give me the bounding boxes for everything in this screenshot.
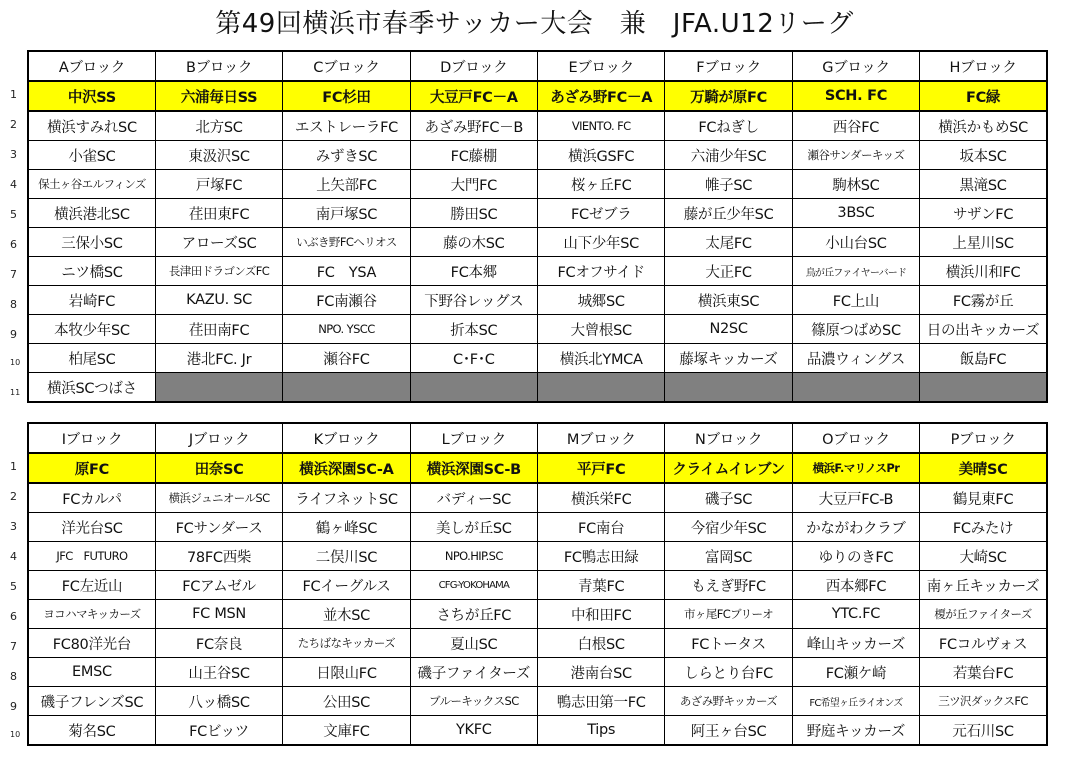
team-cell: FC MSN (155, 600, 282, 629)
team-cell: 横浜SCつばさ (28, 373, 155, 403)
team-cell: FC80洋光台 (28, 629, 155, 658)
team-cell: 長津田ドラゴンズFC (155, 257, 282, 286)
team-cell: FC左近山 (28, 571, 155, 600)
team-cell: 原FC (28, 453, 155, 483)
row-number: 2 (10, 490, 17, 503)
team-row (28, 513, 1047, 542)
block-header: Fブロック (665, 51, 792, 81)
team-cell: 横浜東SC (665, 286, 792, 315)
team-cell: 横浜深園SC-B (410, 453, 537, 483)
team-cell: 西谷FC (792, 111, 919, 141)
team-cell: 白根SC (538, 629, 665, 658)
team-cell: 夏山SC (410, 629, 537, 658)
block-header-row (28, 51, 1047, 81)
team-cell: 横浜深園SC-A (283, 453, 410, 483)
team-cell: 富岡SC (665, 542, 792, 571)
seed-team-row (28, 453, 1047, 483)
team-cell: 磯子ファイターズ (410, 658, 537, 687)
team-cell: 阿王ヶ台SC (665, 716, 792, 746)
team-cell: あざみ野FC－B (410, 111, 537, 141)
block-header: Bブロック (155, 51, 282, 81)
team-cell: 公田SC (283, 687, 410, 716)
team-row (28, 141, 1047, 170)
team-cell: 鶴見東FC (920, 483, 1047, 513)
team-cell: FC藤棚 (410, 141, 537, 170)
team-cell: 保土ヶ谷エルフィンズ (28, 170, 155, 199)
empty-cell (792, 373, 919, 403)
team-cell: 六浦少年SC (665, 141, 792, 170)
team-cell: 下野谷レッグス (410, 286, 537, 315)
team-cell: FC南台 (538, 513, 665, 542)
team-cell: EMSC (28, 658, 155, 687)
team-cell: FCアムゼル (155, 571, 282, 600)
team-cell: 本牧少年SC (28, 315, 155, 344)
team-cell: 瀬谷サンダーキッズ (792, 141, 919, 170)
row-number: 1 (10, 460, 17, 473)
team-cell: 藤が丘少年SC (665, 199, 792, 228)
empty-cell (283, 373, 410, 403)
team-cell: 帷子SC (665, 170, 792, 199)
team-cell: ニツ橋SC (28, 257, 155, 286)
team-cell: FCカルパ (28, 483, 155, 513)
team-cell: 横浜F.マリノスPr (792, 453, 919, 483)
team-cell: 大豆戸FC－A (410, 81, 537, 111)
team-row (28, 542, 1047, 571)
team-cell: ライフネットSC (283, 483, 410, 513)
team-cell: 鳥が丘ファイヤーバード (792, 257, 919, 286)
team-cell: 平戸FC (538, 453, 665, 483)
team-cell: 文庫FC (283, 716, 410, 746)
team-cell: FC鴨志田緑 (538, 542, 665, 571)
team-cell: 南ヶ丘キッカーズ (920, 571, 1047, 600)
team-cell: 横浜川和FC (920, 257, 1047, 286)
team-cell: 野庭キッカーズ (792, 716, 919, 746)
team-row (28, 199, 1047, 228)
team-cell: みずきSC (283, 141, 410, 170)
block-header: Cブロック (283, 51, 410, 81)
block-header: Gブロック (792, 51, 919, 81)
team-row (28, 228, 1047, 257)
team-cell: 小雀SC (28, 141, 155, 170)
empty-cell (665, 373, 792, 403)
team-cell: C･F･C (410, 344, 537, 373)
team-cell: あざみ野キッカーズ (665, 687, 792, 716)
team-row (28, 629, 1047, 658)
team-cell: 坂本SC (920, 141, 1047, 170)
team-cell: 南戸塚SC (283, 199, 410, 228)
block-header: Iブロック (28, 423, 155, 453)
team-cell: NPO. YSCC (283, 315, 410, 344)
team-cell: FCコルヴォス (920, 629, 1047, 658)
team-cell: クライムイレブン (665, 453, 792, 483)
team-cell: ヨコハマキッカーズ (28, 600, 155, 629)
block-header: Eブロック (538, 51, 665, 81)
team-cell: 駒林SC (792, 170, 919, 199)
team-cell: NPO.HIP.SC (410, 542, 537, 571)
team-cell: 日の出キッカーズ (920, 315, 1047, 344)
team-cell: 北方SC (155, 111, 282, 141)
block-header: Pブロック (920, 423, 1047, 453)
row-number: 3 (10, 520, 17, 533)
row-number: 3 (10, 148, 17, 161)
row-number: 1 (10, 88, 17, 101)
team-cell: 三保小SC (28, 228, 155, 257)
team-cell: FC奈良 (155, 629, 282, 658)
team-cell: 品濃ウィングス (792, 344, 919, 373)
team-cell: 美晴SC (920, 453, 1047, 483)
team-cell: 榎が丘ファイターズ (920, 600, 1047, 629)
team-cell: しらとり台FC (665, 658, 792, 687)
team-cell: 鴨志田第一FC (538, 687, 665, 716)
team-cell: 鶴ヶ峰SC (283, 513, 410, 542)
block-header: Oブロック (792, 423, 919, 453)
team-cell: FCねぎし (665, 111, 792, 141)
team-cell: YTC.FC (792, 600, 919, 629)
team-cell: 上矢部FC (283, 170, 410, 199)
team-row (28, 600, 1047, 629)
team-cell: いぶき野FCヘリオス (283, 228, 410, 257)
team-cell: 藤の木SC (410, 228, 537, 257)
team-cell: 菊名SC (28, 716, 155, 746)
team-row (28, 658, 1047, 687)
team-cell: VIENTO. FC (538, 111, 665, 141)
team-cell: 岩崎FC (28, 286, 155, 315)
team-cell: Tips (538, 716, 665, 746)
team-cell: 荏田東FC (155, 199, 282, 228)
row-number: 5 (10, 580, 17, 593)
team-cell: 荏田南FC (155, 315, 282, 344)
team-row (28, 716, 1047, 746)
team-cell: 瀬谷FC (283, 344, 410, 373)
team-cell: 港南台SC (538, 658, 665, 687)
team-cell: サザンFC (920, 199, 1047, 228)
team-cell: 大正FC (665, 257, 792, 286)
team-cell: 黒滝SC (920, 170, 1047, 199)
team-cell: YKFC (410, 716, 537, 746)
team-cell: JFC FUTURO (28, 542, 155, 571)
team-cell: FC緑 (920, 81, 1047, 111)
team-cell: FC希望ヶ丘ライオンズ (792, 687, 919, 716)
row-number: 7 (10, 268, 17, 281)
block-header: Dブロック (410, 51, 537, 81)
team-cell: 飯島FC (920, 344, 1047, 373)
team-cell: 大崎SC (920, 542, 1047, 571)
team-cell: FCサンダース (155, 513, 282, 542)
row-number: 2 (10, 118, 17, 131)
team-cell: 元石川SC (920, 716, 1047, 746)
team-cell: 美しが丘SC (410, 513, 537, 542)
team-row (28, 257, 1047, 286)
team-cell: 八ッ橋SC (155, 687, 282, 716)
league-table-2 (27, 422, 1048, 746)
team-cell: ブルーキックスSC (410, 687, 537, 716)
team-cell: FC本郷 (410, 257, 537, 286)
team-cell: 港北FC. Jr (155, 344, 282, 373)
team-cell: 篠原つばめSC (792, 315, 919, 344)
team-cell: 78FC西柴 (155, 542, 282, 571)
team-cell: 横浜すみれSC (28, 111, 155, 141)
team-cell: 中沢SS (28, 81, 155, 111)
team-cell: 大曾根SC (538, 315, 665, 344)
team-cell: 3BSC (792, 199, 919, 228)
team-row (28, 111, 1047, 141)
row-number: 10 (10, 730, 21, 739)
row-number: 10 (10, 358, 21, 367)
team-cell: 並木SC (283, 600, 410, 629)
row-number: 6 (10, 238, 17, 251)
row-number: 6 (10, 610, 17, 623)
team-cell: さちが丘FC (410, 600, 537, 629)
team-cell: 大門FC (410, 170, 537, 199)
team-cell: FC瀬ケ崎 (792, 658, 919, 687)
team-cell: FCオフサイド (538, 257, 665, 286)
team-row (28, 344, 1047, 373)
block-header-row (28, 423, 1047, 453)
team-cell: かながわクラブ (792, 513, 919, 542)
team-cell: FCトータス (665, 629, 792, 658)
team-cell: 太尾FC (665, 228, 792, 257)
team-cell: 桜ヶ丘FC (538, 170, 665, 199)
team-cell: 若葉台FC (920, 658, 1047, 687)
page-title: 第49回横浜市春季サッカー大会 兼 JFA.U12リーグ (215, 9, 854, 39)
team-cell: 折本SC (410, 315, 537, 344)
team-cell: 横浜かもめSC (920, 111, 1047, 141)
team-cell: 二俣川SC (283, 542, 410, 571)
block-header: Mブロック (538, 423, 665, 453)
team-cell: 日限山FC (283, 658, 410, 687)
team-cell: 勝田SC (410, 199, 537, 228)
team-row (28, 373, 1047, 403)
block-header: Aブロック (28, 51, 155, 81)
team-cell: KAZU. SC (155, 286, 282, 315)
row-number: 11 (10, 388, 21, 397)
team-cell: 青葉FC (538, 571, 665, 600)
team-cell: 峰山キッカーズ (792, 629, 919, 658)
row-number: 4 (10, 178, 17, 191)
team-cell: 山王谷SC (155, 658, 282, 687)
team-cell: ゆりのきFC (792, 542, 919, 571)
team-row (28, 286, 1047, 315)
row-number: 7 (10, 640, 17, 653)
team-cell: 今宿少年SC (665, 513, 792, 542)
team-cell: 横浜GSFC (538, 141, 665, 170)
team-cell: 大豆戸FC-B (792, 483, 919, 513)
team-cell: FC南瀬谷 (283, 286, 410, 315)
row-number: 8 (10, 298, 17, 311)
team-cell: 三ツ沢ダックスFC (920, 687, 1047, 716)
team-cell: 中和田FC (538, 600, 665, 629)
team-cell: CFG-YOKOHAMA (410, 571, 537, 600)
empty-cell (538, 373, 665, 403)
team-cell: FC YSA (283, 257, 410, 286)
team-row (28, 687, 1047, 716)
team-cell: 横浜栄FC (538, 483, 665, 513)
team-cell: 戸塚FC (155, 170, 282, 199)
block-header: Nブロック (665, 423, 792, 453)
seed-team-row (28, 81, 1047, 111)
team-cell: FC上山 (792, 286, 919, 315)
empty-cell (410, 373, 537, 403)
team-cell: 市ヶ尾FCブリーオ (665, 600, 792, 629)
row-number: 9 (10, 328, 17, 341)
team-cell: SCH. FC (792, 81, 919, 111)
team-cell: たちばなキッカーズ (283, 629, 410, 658)
team-cell: 横浜ジュニオールSC (155, 483, 282, 513)
team-cell: アローズSC (155, 228, 282, 257)
team-cell: FC霧が丘 (920, 286, 1047, 315)
team-cell: 小山台SC (792, 228, 919, 257)
team-cell: 田奈SC (155, 453, 282, 483)
team-cell: 磯子フレンズSC (28, 687, 155, 716)
team-cell: 横浜港北SC (28, 199, 155, 228)
team-cell: 横浜北YMCA (538, 344, 665, 373)
row-number: 4 (10, 550, 17, 563)
team-cell: もえぎ野FC (665, 571, 792, 600)
team-cell: 藤塚キッカーズ (665, 344, 792, 373)
team-cell: FCイーグルス (283, 571, 410, 600)
block-header: Hブロック (920, 51, 1047, 81)
team-cell: 磯子SC (665, 483, 792, 513)
block-header: Jブロック (155, 423, 282, 453)
team-row (28, 315, 1047, 344)
team-cell: 万騎が原FC (665, 81, 792, 111)
team-cell: 上星川SC (920, 228, 1047, 257)
team-cell: FCゼブラ (538, 199, 665, 228)
row-number: 8 (10, 670, 17, 683)
team-cell: あざみ野FC－A (538, 81, 665, 111)
team-cell: FC杉田 (283, 81, 410, 111)
block-header: Lブロック (410, 423, 537, 453)
team-cell: 山下少年SC (538, 228, 665, 257)
team-cell: N2SC (665, 315, 792, 344)
team-cell: エストレーラFC (283, 111, 410, 141)
team-cell: 柏尾SC (28, 344, 155, 373)
team-cell: バディーSC (410, 483, 537, 513)
empty-cell (920, 373, 1047, 403)
team-row (28, 170, 1047, 199)
row-number: 9 (10, 700, 17, 713)
team-cell: 西本郷FC (792, 571, 919, 600)
empty-cell (155, 373, 282, 403)
row-number: 5 (10, 208, 17, 221)
team-cell: FCみたけ (920, 513, 1047, 542)
team-cell: 東汲沢SC (155, 141, 282, 170)
team-row (28, 571, 1047, 600)
team-row (28, 483, 1047, 513)
team-cell: 六浦毎日SS (155, 81, 282, 111)
team-cell: FCビッツ (155, 716, 282, 746)
team-cell: 洋光台SC (28, 513, 155, 542)
team-cell: 城郷SC (538, 286, 665, 315)
league-table-1 (27, 50, 1048, 403)
block-header: Kブロック (283, 423, 410, 453)
